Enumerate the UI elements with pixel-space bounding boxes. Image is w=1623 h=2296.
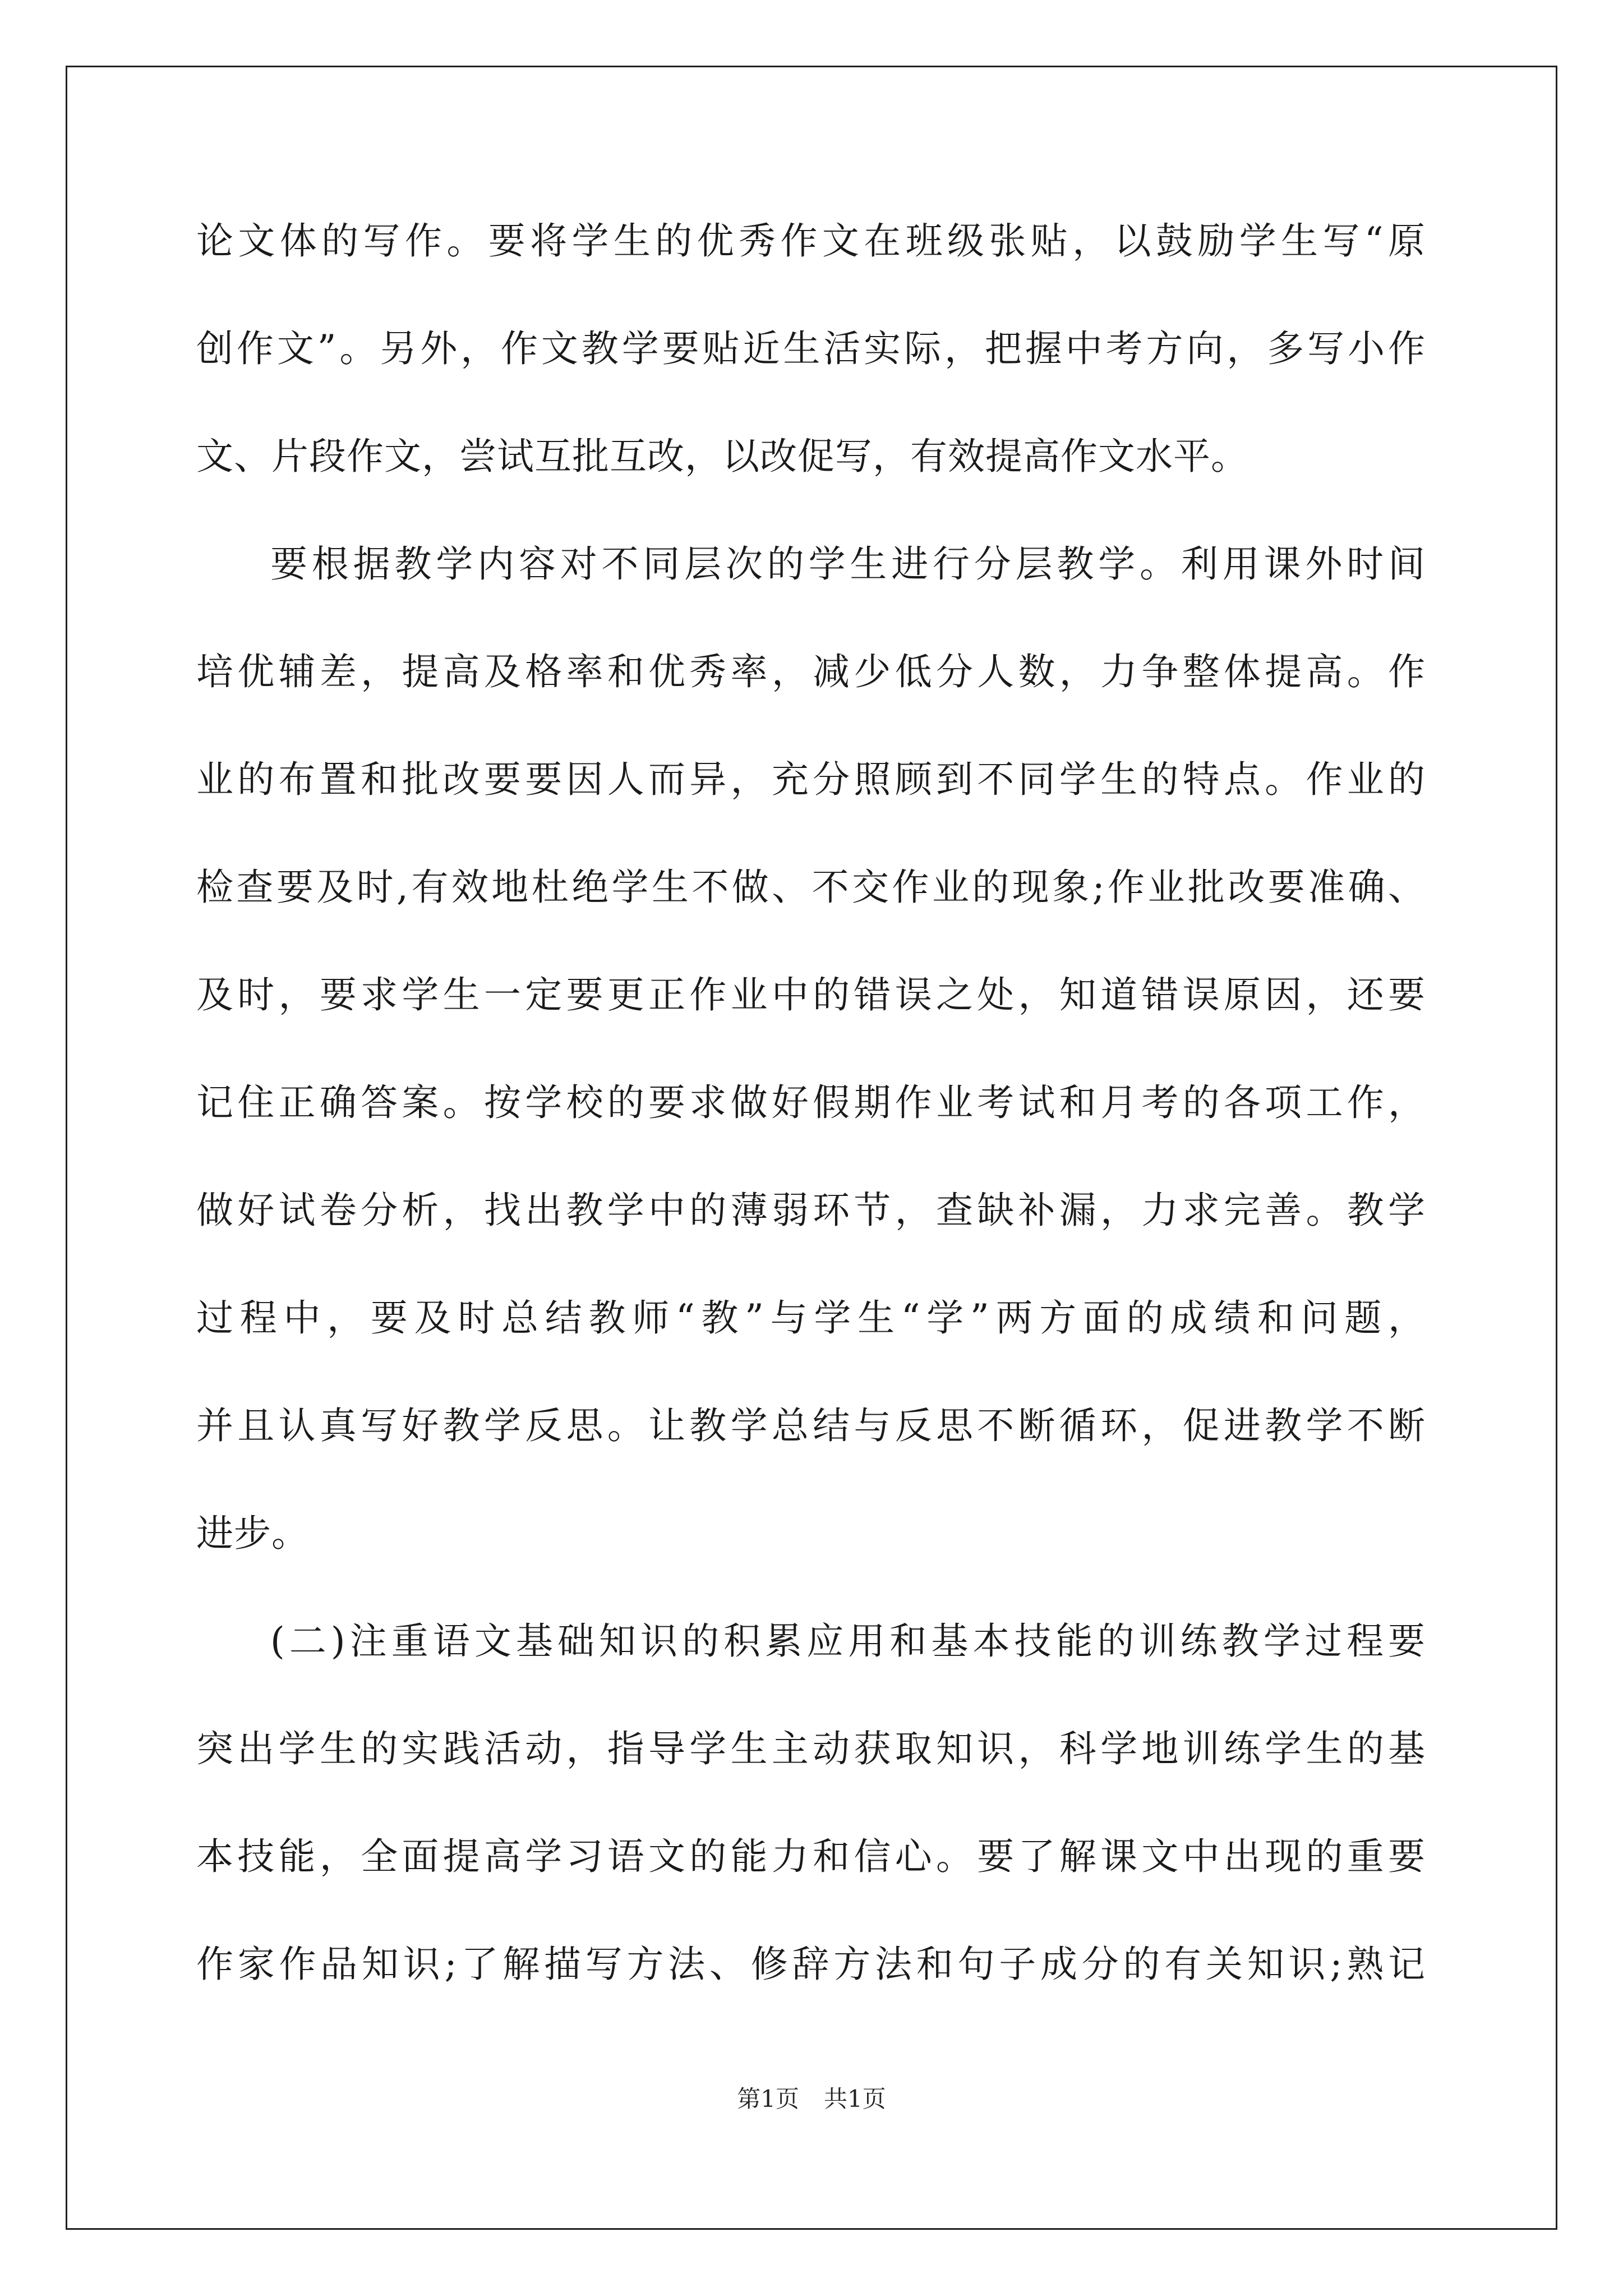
- page-footer: [0, 2082, 1623, 2116]
- text-line: 本技能，全面提高学习语文的能力和信心。要了解课文中出现的重要: [196, 1835, 1426, 1878]
- text-line: 及时，要求学生一定要更正作业中的错误之处，知道错误原因，还要: [196, 973, 1426, 1016]
- page-total: 共1页: [824, 2085, 886, 2113]
- text-line: 培优辅差，提高及格率和优秀率，减少低分人数，力争整体提高。作: [196, 650, 1426, 693]
- text-line: 突出学生的实践活动，指导学生主动获取知识，科学地训练学生的基: [196, 1727, 1426, 1770]
- text-line: 做好试卷分析，找出教学中的薄弱环节，查缺补漏，力求完善。教学: [196, 1189, 1426, 1232]
- text-line: 进步。: [196, 1512, 309, 1555]
- text-line: 并且认真写好教学反思。让教学总结与反思不断循环，促进教学不断: [196, 1404, 1426, 1447]
- text-line: 文、片段作文，尝试互批互改，以改促写，有效提高作文水平。: [196, 435, 1248, 478]
- text-line: 论文体的写作。要将学生的优秀作文在班级张贴，以鼓励学生写“原: [196, 219, 1426, 263]
- text-line: 检查要及时,有效地杜绝学生不做、不交作业的现象;作业批改要准确、: [196, 866, 1426, 909]
- text-line: 记住正确答案。按学校的要求做好假期作业考试和月考的各项工作，: [196, 1081, 1426, 1124]
- text-line: 作家作品知识;了解描写方法、修辞方法和句子成分的有关知识;熟记: [196, 1943, 1426, 1986]
- text-line: 创作文”。另外，作文教学要贴近生活实际，把握中考方向，多写小作: [196, 327, 1426, 370]
- text-line: 业的布置和批改要要因人而异，充分照顾到不同学生的特点。作业的: [196, 758, 1426, 801]
- paragraph-first-line: 要根据教学内容对不同层次的学生进行分层教学。利用课外时间: [270, 542, 1426, 586]
- text-line: 过程中，要及时总结教师“教”与学生“学”两方面的成绩和问题，: [196, 1296, 1426, 1340]
- page-number: 第1页: [737, 2085, 799, 2113]
- paragraph-first-line: (二)注重语文基础知识的积累应用和基本技能的训练教学过程要: [270, 1619, 1426, 1663]
- document-body: [196, 213, 1426, 2044]
